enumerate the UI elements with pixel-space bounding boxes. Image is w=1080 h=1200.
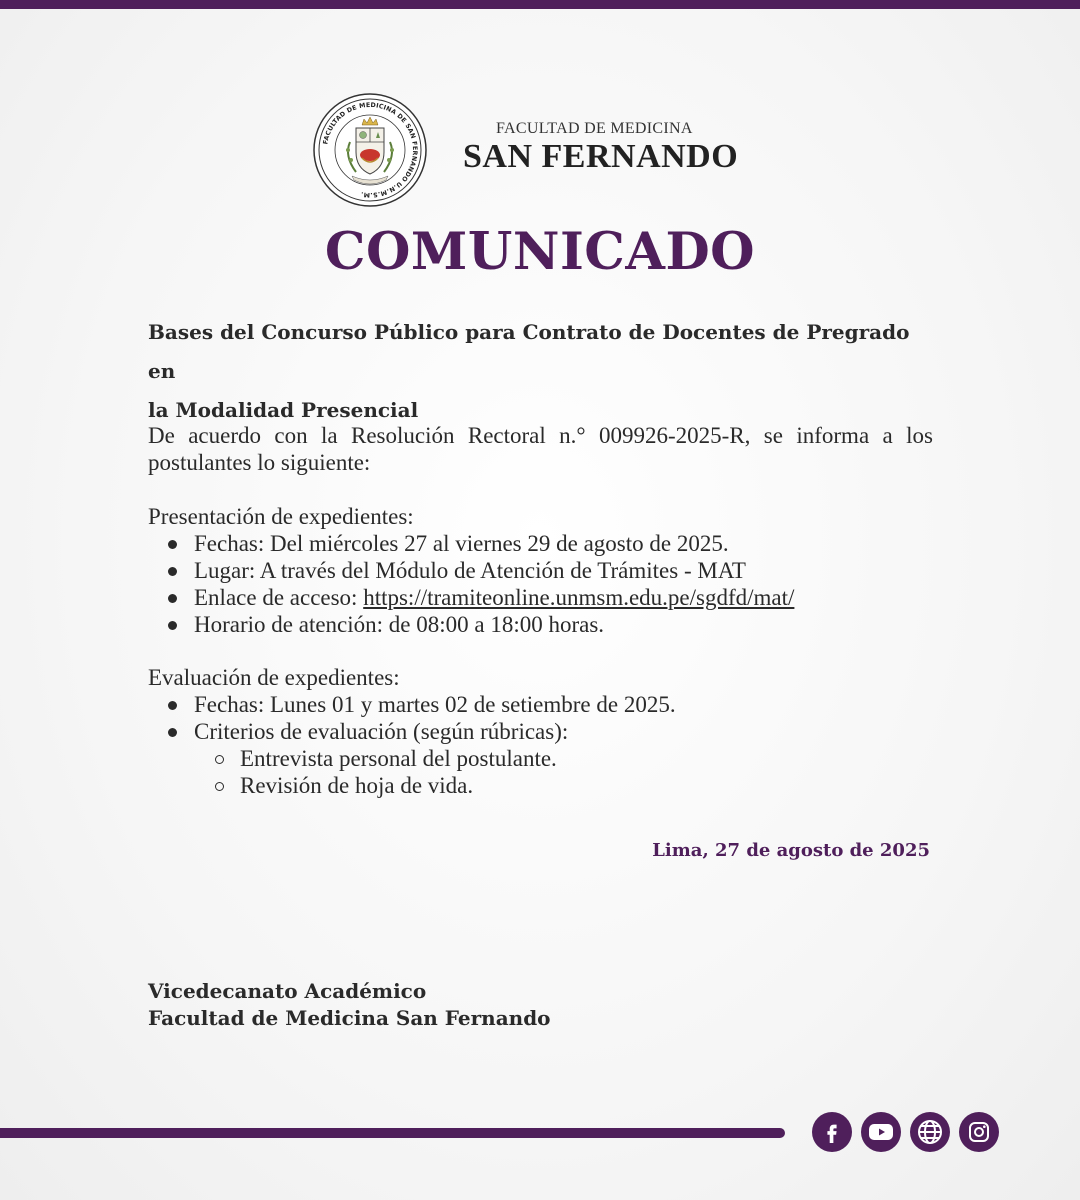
- subtitle-line-1: Bases del Concurso Público para Contrato de Docentes de Pregrado en: [148, 320, 910, 383]
- list-item: Fechas: Lunes 01 y martes 02 de setiembre de 2025.: [148, 691, 933, 718]
- list-item: Horario de atención: de 08:00 a 18:00 horas.: [148, 611, 933, 638]
- globe-icon[interactable]: [910, 1112, 950, 1152]
- section-heading: Presentación de expedientes:: [148, 504, 414, 529]
- youtube-icon[interactable]: [861, 1112, 901, 1152]
- section-heading: Evaluación de expedientes:: [148, 665, 400, 690]
- sub-list-item: Entrevista personal del postulante.: [148, 745, 933, 772]
- announcement-subtitle: [148, 313, 938, 430]
- svg-text:FACULTAD DE MEDICINA DE SAN FE: FACULTAD DE MEDICINA DE SAN FERNANDO U.N.M.S.M.: [322, 101, 419, 199]
- evaluacion-list: [148, 691, 933, 799]
- list-item: Lugar: A través del Módulo de Atención de Trámites - MAT: [148, 557, 933, 584]
- signature-line-2: Facultad de Medicina San Fernando: [148, 1006, 551, 1030]
- bottom-accent-bar: [0, 1128, 785, 1138]
- top-accent-bar: [0, 0, 1080, 9]
- tramite-online-link[interactable]: https://tramiteonline.unmsm.edu.pe/sgdfd/mat/: [363, 585, 795, 610]
- list-item-access-link: [148, 584, 933, 611]
- document-date: Lima, 27 de agosto de 2025: [652, 840, 930, 861]
- section-presentacion: [148, 503, 933, 638]
- sub-list-item: Revisión de hoja de vida.: [148, 772, 933, 799]
- facebook-icon[interactable]: [812, 1112, 852, 1152]
- signature-line-1: Vicedecanato Académico: [148, 979, 427, 1003]
- subtitle-line-2: la Modalidad Presencial: [148, 398, 419, 422]
- faculty-line: FACULTAD DE MEDICINA: [496, 120, 693, 137]
- section-evaluacion: [148, 664, 933, 799]
- social-links: [812, 1112, 999, 1156]
- intro-paragraph: De acuerdo con la Resolución Rectoral n.° 009926-2025-R, se informa a los postulantes lo siguiente:: [148, 423, 933, 475]
- list-item: Fechas: Del miércoles 27 al viernes 29 de agosto de 2025.: [148, 530, 933, 557]
- instagram-icon[interactable]: [959, 1112, 999, 1152]
- signature-block: [148, 978, 551, 1032]
- presentacion-list: [148, 530, 933, 638]
- list-item-label: Enlace de acceso:: [194, 585, 364, 610]
- list-item: Criterios de evaluación (según rúbricas):: [148, 718, 933, 745]
- header: [312, 92, 772, 208]
- faculty-name: SAN FERNANDO: [463, 138, 739, 175]
- page-title: COMUNICADO: [324, 222, 756, 282]
- faculty-seal-logo: [312, 92, 428, 208]
